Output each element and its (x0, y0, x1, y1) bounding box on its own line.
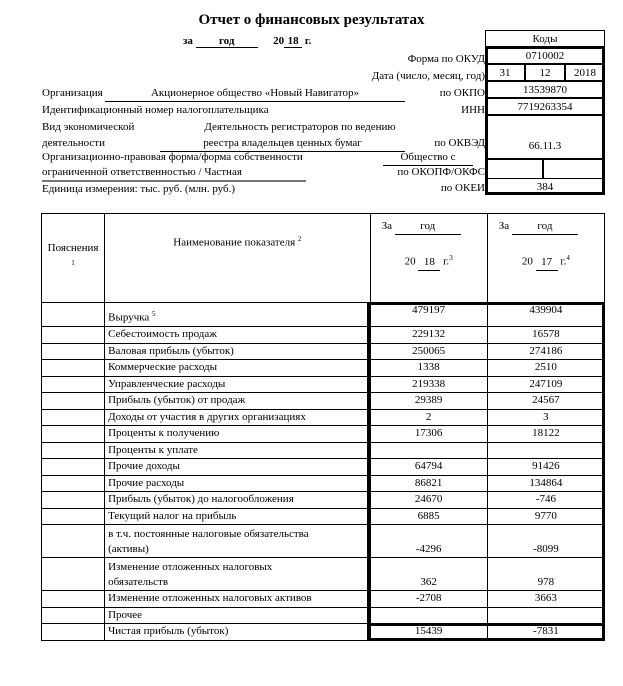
value-2017: 978 (487, 558, 604, 591)
row-name: Текущий налог на прибыль (108, 509, 237, 522)
date-day: 31 (485, 64, 525, 81)
row-name: Проценты к получению (108, 427, 220, 440)
value-2017: 91426 (487, 459, 604, 476)
date-year: 2018 (565, 64, 605, 81)
header-notes: Пояснения $^1$ (42, 214, 105, 303)
header-name: Наименование показателя $^2$ (105, 214, 370, 303)
value-2017 (487, 607, 604, 624)
value-2018: 250065 (370, 343, 487, 360)
value-2017: 439904 (487, 303, 604, 327)
unit-label: Единица измерения: тыс. руб. (млн. руб.) (42, 183, 236, 195)
header-col-2017: За год 20 17 г.$^4$ (487, 214, 604, 303)
row-name-cell (105, 607, 370, 624)
row-name-cell (105, 393, 370, 410)
period-value: год (196, 35, 258, 48)
row-name: Прочее (108, 608, 143, 621)
row-notes-cell (42, 393, 105, 410)
row-notes-cell (42, 624, 105, 641)
table-row (42, 376, 605, 393)
row-name: Прибыль (убыток) до налогообложения (108, 493, 294, 506)
value-2017: -746 (487, 492, 604, 509)
table-row (42, 475, 605, 492)
table-row (42, 393, 605, 410)
value-2018: 24670 (370, 492, 487, 509)
activity-label-2: деятельности (42, 137, 105, 149)
row-name-line-1: Изменение отложенных налоговых (108, 561, 273, 573)
row-name-cell (105, 343, 370, 360)
table-row (42, 409, 605, 426)
okved-value: 66.11.3 (485, 115, 605, 159)
form-underline (42, 180, 306, 182)
value-2018: 219338 (370, 376, 487, 393)
period-year-suffix: г. (304, 35, 312, 47)
org-label: Организация (42, 87, 103, 99)
row-footnote: 5 (152, 310, 156, 319)
table-row (42, 343, 605, 360)
table-row (42, 492, 605, 509)
value-2018: 86821 (370, 475, 487, 492)
row-name-cell (105, 409, 370, 426)
table-row (42, 442, 605, 459)
row-name: Изменение отложенных налоговых активов (108, 592, 312, 605)
form-value-2: ограниченной ответственностью / Частная (42, 166, 242, 178)
row-notes-cell (42, 327, 105, 344)
row-name: Прочие расходы (108, 476, 185, 489)
row-notes-cell (42, 442, 105, 459)
value-2017: 274186 (487, 343, 604, 360)
row-notes-cell (42, 303, 105, 327)
row-name: Прибыль (убыток) от продаж (108, 394, 246, 407)
row-notes-cell (42, 607, 105, 624)
table-row (42, 591, 605, 608)
row-notes-cell (42, 376, 105, 393)
row-name-cell (105, 442, 370, 459)
value-2017: 3663 (487, 591, 604, 608)
row-notes-cell (42, 409, 105, 426)
row-notes-cell (42, 492, 105, 509)
period-year-prefix: 20 (273, 35, 285, 47)
row-name-cell (105, 459, 370, 476)
row-name-cell (105, 376, 370, 393)
row-notes-cell (42, 475, 105, 492)
value-2018: 15439 (370, 624, 487, 641)
inn-value: 7719263354 (485, 98, 605, 115)
row-name: Коммерческие расходы (108, 361, 218, 374)
inn-code-label: ИНН (461, 104, 485, 116)
row-name-cell (105, 327, 370, 344)
row-notes-cell (42, 360, 105, 377)
org-underline (105, 101, 405, 102)
value-2018: -4296 (370, 525, 487, 558)
value-2018: -2708 (370, 591, 487, 608)
row-name-cell (105, 475, 370, 492)
okei-value: 384 (485, 178, 605, 195)
table-header-row (42, 214, 605, 303)
row-name: Валовая прибыль (убыток) (108, 344, 234, 357)
row-name: Чистая прибыль (убыток) (108, 625, 229, 638)
row-name-cell (105, 525, 370, 558)
inn-text: Идентификационный номер налогоплательщика (42, 104, 269, 116)
value-2018: 64794 (370, 459, 487, 476)
value-2018: 479197 (370, 303, 487, 327)
org-name: Акционерное общество «Новый Навигатор» (150, 87, 360, 99)
value-2018: 29389 (370, 393, 487, 410)
value-2017: 2510 (487, 360, 604, 377)
row-notes-cell (42, 525, 105, 558)
value-2017: -7831 (487, 624, 604, 641)
okpo-label: по ОКПО (439, 87, 485, 99)
row-name: Себестоимость продаж (108, 328, 217, 341)
row-name-cell (105, 624, 370, 641)
okopf-label: по ОКОПФ/ОКФС (397, 166, 485, 178)
form-label: Организационно-правовая форма/форма собственности (42, 151, 303, 163)
value-2018: 6885 (370, 508, 487, 525)
table-row (42, 525, 605, 558)
date-label: Дата (число, месяц, год) (371, 70, 485, 82)
row-name-cell (105, 508, 370, 525)
row-name-cell (105, 591, 370, 608)
value-2017: 134864 (487, 475, 604, 492)
row-name-cell (105, 426, 370, 443)
activity-value-1: Деятельность регистраторов по ведению (204, 121, 396, 133)
table-row (42, 558, 605, 591)
row-notes-cell (42, 558, 105, 591)
value-2018 (370, 607, 487, 624)
period-line (183, 35, 311, 48)
period-prefix: за (183, 35, 193, 47)
report-title: Отчет о финансовых результатах (198, 12, 425, 28)
value-2017 (487, 442, 604, 459)
okpo-value: 13539870 (485, 81, 605, 98)
table-row (42, 508, 605, 525)
row-name-cell (105, 360, 370, 377)
row-notes-cell (42, 426, 105, 443)
row-name-cell (105, 303, 370, 327)
table-row (42, 426, 605, 443)
row-name: Управленческие расходы (108, 377, 226, 390)
value-2018: 362 (370, 558, 487, 591)
header-col-2018: За год 20 18 г.$^3$ (370, 214, 487, 303)
date-month: 12 (525, 64, 565, 81)
row-name: Выручка (108, 312, 150, 324)
row-name: Прочие доходы (108, 460, 180, 473)
row-name-cell (105, 492, 370, 509)
row-name-line-1: в т.ч. постоянные налоговые обязательства (108, 528, 309, 540)
value-2017: 24567 (487, 393, 604, 410)
period-year: 18 (284, 35, 302, 48)
okved-label: по ОКВЭД (434, 137, 485, 149)
table-row (42, 624, 605, 641)
value-2017: 3 (487, 409, 604, 426)
row-name: Проценты к уплате (108, 443, 198, 456)
row-name-line-2: обязательств (108, 576, 169, 588)
table-row (42, 459, 605, 476)
row-name: Доходы от участия в других организациях (108, 410, 306, 423)
row-notes-cell (42, 343, 105, 360)
table-row (42, 360, 605, 377)
value-2018: 1338 (370, 360, 487, 377)
value-2018: 2 (370, 409, 487, 426)
row-name-line-2: (активы) (108, 543, 149, 555)
row-notes-cell (42, 459, 105, 476)
table-row (42, 607, 605, 624)
form-value-underline (383, 165, 473, 166)
value-2017: 18122 (487, 426, 604, 443)
activity-label-1: Вид экономической (42, 121, 135, 133)
value-2018: 17306 (370, 426, 487, 443)
row-notes-cell (42, 508, 105, 525)
value-2018 (370, 442, 487, 459)
table-row (42, 327, 605, 344)
codes-header: Коды (485, 30, 605, 47)
financial-results-table (41, 213, 605, 641)
value-2017: 247109 (487, 376, 604, 393)
table-row (42, 303, 605, 327)
value-2018: 229132 (370, 327, 487, 344)
row-notes-cell (42, 591, 105, 608)
form-value-1: Общество с (400, 151, 456, 163)
okud-value: 0710002 (485, 47, 605, 64)
okei-label: по ОКЕИ (440, 182, 485, 194)
value-2017: 9770 (487, 508, 604, 525)
okud-label: Форма по ОКУД (407, 53, 485, 65)
row-name-cell (105, 558, 370, 591)
value-2017: 16578 (487, 327, 604, 344)
value-2017: -8099 (487, 525, 604, 558)
activity-value-2: реестра владельцев ценных бумаг (203, 137, 362, 149)
